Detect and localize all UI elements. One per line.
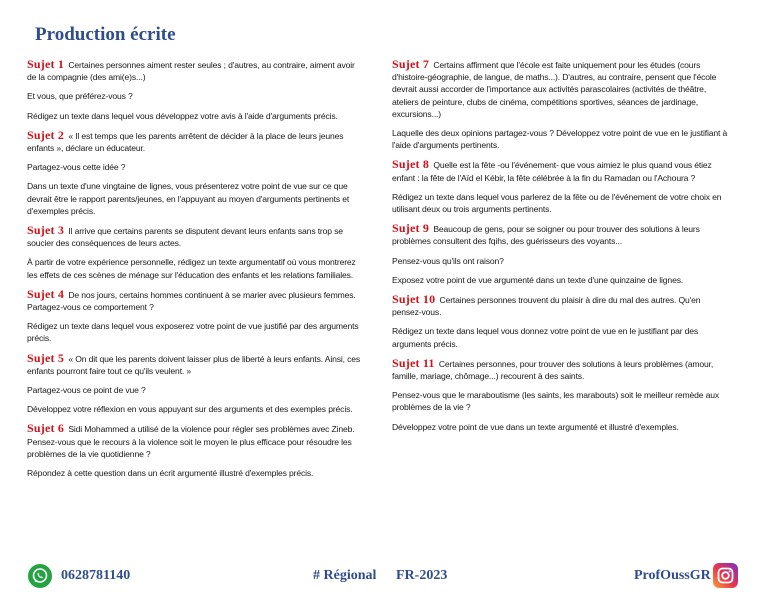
sujet-text: « Il est temps que les parents arrêtent de décider à la place de leurs jeunes enfants », déclare un éducateur. (27, 130, 344, 154)
left-column (27, 58, 361, 486)
sujet-text: Quelle est la fête -ou l'événement- que vous aimiez le plus quand vous étiez enfant : la fête de l'Aïd el Kébir, la fête célébrée à la fin du Ramadan ou l'Achoura ? (392, 160, 712, 183)
sujet-label: Sujet 7 (392, 57, 430, 71)
sujet-paragraph: Rédigez un texte dans lequel vous exposerez votre point de vue justifié par des arguments précis. (27, 321, 359, 344)
sujet-intro (27, 352, 361, 377)
sujet-5 (27, 352, 361, 416)
sujet-paragraph: Développez votre point de vue dans un texte argumenté et illustré d'exemples. (392, 421, 679, 432)
sujet-text: Beaucoup de gens, pour se soigner ou pour trouver des solutions à leurs problèmes consultent des fqihs, des guérisseurs des voyants... (392, 224, 700, 247)
author-handle: ProfOussGR (634, 568, 711, 583)
sujet-paragraph: Pensez-vous que le maraboutisme (les saints, les marabouts) soit le meilleur remède aux problèmes de la vie ? (392, 390, 720, 413)
sujet-intro (392, 158, 728, 183)
sujet-label: Sujet 10 (392, 292, 436, 307)
sujet-9 (392, 222, 728, 286)
sujet-8 (392, 158, 728, 215)
sujet-intro (27, 224, 361, 249)
right-column (392, 58, 728, 440)
sujet-text: « On dit que les parents doivent laisser plus de liberté à leurs enfants. Ainsi, ces enfants pourront faire tout ce qu'ils veulent. » (27, 353, 361, 376)
sujet-label: Sujet 5 (27, 350, 65, 365)
sujet-paragraph: Rédigez un texte dans lequel vous donnez votre point de vue en le justifiant par des arguments précis. (392, 326, 699, 349)
sujet-paragraph: Partagez-vous ce point de vue ? (27, 385, 146, 396)
sujet-intro (392, 293, 728, 318)
sujet-text: Sidi Mohammed a utilisé de la violence pour régler ses problèmes avec Zineb. Pensez-vous que le recours à la violence soit le moyen le plus efficace pour résoudre les problèmes de la vie quotidienne ? (27, 424, 355, 459)
sujet-1 (27, 58, 361, 122)
sujet-label: Sujet 3 (27, 223, 65, 238)
page-title: Production écrite (35, 24, 176, 45)
sujet-3 (27, 224, 361, 281)
sujet-text: Certaines personnes trouvent du plaisir à dire du mal des autres. Qu'en pensez-vous. (392, 295, 701, 318)
footer (0, 560, 768, 590)
sujet-intro (392, 222, 728, 247)
sujet-text: Il arrive que certains parents se disputent devant leurs enfants sans trop se soucier des conséquences de leurs actes. (27, 226, 343, 249)
sujet-text: Certains affirment que l'école est faite uniquement pour les études (cours d'histoire-géographie, de langue, de maths...). D'autres, au contraire, pensent que l'école devrait aussi accorder de l'importance aux activités parascolaires (activités de théâtre, ateliers de peinture, clubs de cinéma, compétitions sportives, séances de jardinage, excursions...) (392, 60, 717, 119)
sujet-11 (392, 357, 728, 433)
sujet-intro (27, 58, 361, 83)
whatsapp-icon[interactable] (28, 564, 52, 588)
sujet-text: De nos jours, certains hommes continuent à se marier avec plusieurs femmes. Partagez-vous ce comportement ? (27, 289, 356, 313)
region-tag: # Régional (313, 568, 377, 583)
sujet-label: Sujet 8 (392, 157, 430, 172)
sujet-intro (392, 357, 728, 382)
sujet-label: Sujet 1 (27, 57, 65, 71)
sujet-intro (392, 58, 728, 120)
sujet-10 (392, 293, 728, 350)
sujet-paragraph: Développez votre réflexion en vous appuyant sur des arguments et des exemples précis. (27, 404, 353, 415)
sujet-text: Certaines personnes, pour trouver des solutions à leurs problèmes (amour, famille, mariage, chômage...) recourent à des saints. (392, 358, 714, 382)
sujet-paragraph: Rédigez un texte dans lequel vous parlerez de la fête ou de l'événement de votre choix en utilisant deux ou trois arguments pertinents. (392, 191, 722, 215)
exam-year: FR-2023 (396, 568, 448, 583)
sujet-paragraph: À partir de votre expérience personnelle, rédigez un texte argumentatif où vous montrerez les effets de ces scènes de ménage sur l'éducation des enfants et les relations familiales. (27, 257, 356, 280)
sujet-label: Sujet 2 (27, 127, 65, 142)
sujet-paragraph: Et vous, que préférez-vous ? (27, 91, 133, 102)
phone-number: 0628781140 (61, 568, 131, 583)
sujet-paragraph: Partagez-vous cette idée ? (27, 162, 126, 173)
sujet-paragraph: Rédigez un texte dans lequel vous développez votre avis à l'aide d'arguments précis. (27, 110, 338, 121)
sujet-paragraph: Exposez votre point de vue argumenté dans un texte d'une quinzaine de lignes. (392, 274, 684, 285)
sujet-label: Sujet 11 (392, 355, 435, 370)
sujet-4 (27, 288, 361, 345)
sujet-paragraph: Dans un texte d'une vingtaine de lignes, vous présenterez votre point de vue sur ce que devrait être le rapport parents/jeunes, en l'appuyant au moyen d'arguments pertinents et d'exemples précis. (27, 181, 350, 216)
sujet-paragraph: Laquelle des deux opinions partagez-vous ? Développez votre point de vue en le justifiant à l'aide d'arguments pertinents. (392, 128, 728, 151)
sujet-paragraph: Répondez à cette question dans un écrit argumenté illustré d'exemples précis. (27, 468, 314, 479)
sujet-text: Certaines personnes aiment rester seules ; d'autres, au contraire, aiment avoir de la compagnie (des ami(e)s...) (27, 60, 355, 83)
sujet-paragraph: Pensez-vous qu'ils ont raison? (392, 255, 504, 266)
sujet-7 (392, 58, 728, 151)
sujet-intro (27, 422, 361, 460)
instagram-icon[interactable] (713, 563, 738, 588)
sujet-intro (27, 288, 361, 313)
sujet-6 (27, 422, 361, 479)
sujet-2 (27, 129, 361, 217)
sujet-intro (27, 129, 361, 154)
sujet-label: Sujet 6 (27, 421, 65, 436)
sujet-label: Sujet 4 (27, 286, 65, 301)
sujet-label: Sujet 9 (392, 221, 430, 236)
